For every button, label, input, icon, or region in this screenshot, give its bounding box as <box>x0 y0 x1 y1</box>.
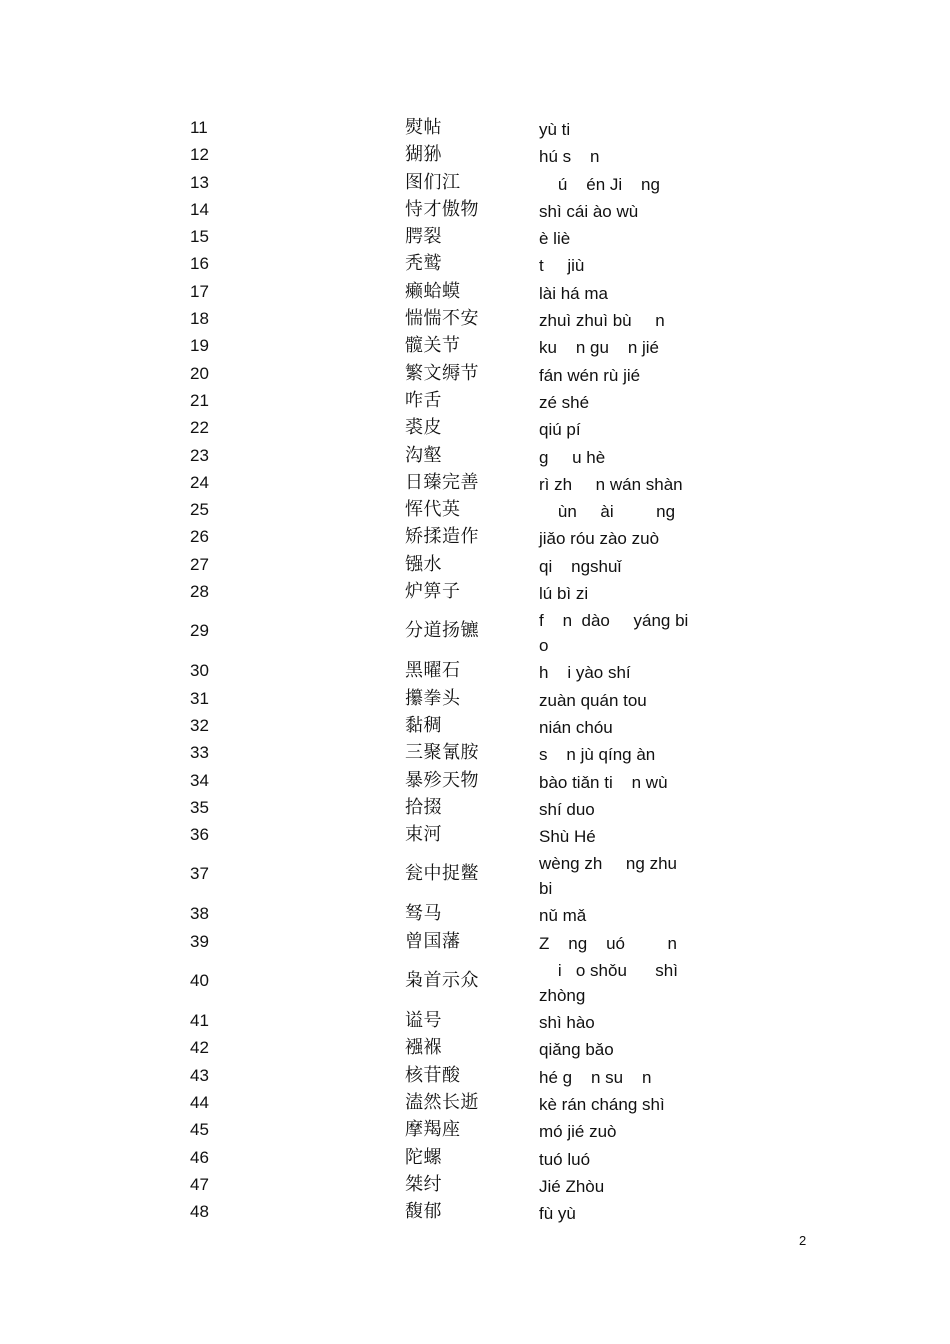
chinese-word: 惴惴不安 <box>405 308 479 330</box>
chinese-word: 枭首示众 <box>405 970 479 992</box>
pinyin-text: è liè <box>539 229 571 249</box>
vocab-row <box>0 360 950 387</box>
chinese-word: 镪水 <box>405 553 442 575</box>
vocab-row <box>0 928 950 955</box>
chinese-word: 瓮中捉鳖 <box>405 863 479 885</box>
row-number: 48 <box>190 1202 209 1222</box>
vocab-row <box>0 551 950 578</box>
row-number: 11 <box>190 118 208 137</box>
vocabulary-list <box>0 114 950 1225</box>
chinese-word: 沟壑 <box>405 444 442 466</box>
vocab-row <box>0 414 950 441</box>
row-number: 43 <box>190 1065 209 1085</box>
pinyin-text: zhuì zhuì bù n <box>539 311 665 331</box>
row-number: 44 <box>190 1092 209 1112</box>
vocab-row <box>0 223 950 250</box>
vocab-row <box>0 955 950 1007</box>
chinese-word: 日臻完善 <box>405 471 479 493</box>
row-number: 18 <box>190 309 209 329</box>
row-number: 23 <box>190 445 209 465</box>
pinyin-text: tuó luó <box>539 1149 591 1169</box>
row-number: 40 <box>190 971 209 991</box>
row-number: 45 <box>190 1120 209 1140</box>
row-number: 38 <box>190 904 209 924</box>
row-number: 46 <box>190 1147 209 1167</box>
vocab-row <box>0 496 950 523</box>
row-number: 16 <box>190 254 209 274</box>
row-number: 22 <box>190 418 209 438</box>
chinese-word: 矫揉造作 <box>405 526 479 548</box>
row-number: 47 <box>190 1174 209 1194</box>
chinese-word: 三聚氰胺 <box>405 742 479 764</box>
chinese-word: 谥号 <box>405 1010 442 1032</box>
chinese-word: 溘然长逝 <box>405 1091 479 1113</box>
vocab-row <box>0 196 950 223</box>
row-number: 33 <box>190 743 209 763</box>
chinese-word: 陀螺 <box>405 1146 442 1168</box>
vocab-row <box>0 332 950 359</box>
pinyin-text: ku n gu n jié <box>539 338 660 358</box>
vocab-row <box>0 657 950 684</box>
vocab-row <box>0 305 950 332</box>
vocab-row <box>0 767 950 794</box>
chinese-word: 腭裂 <box>405 226 442 248</box>
chinese-word: 咋舌 <box>405 389 442 411</box>
row-number: 13 <box>190 172 209 192</box>
pinyin-text: zuàn quán tou <box>539 690 647 710</box>
row-number: 12 <box>190 145 209 165</box>
row-number: 30 <box>190 661 209 681</box>
pinyin-text: fù yù <box>539 1204 576 1224</box>
pinyin-text: qi ngshuǐ <box>539 556 622 576</box>
row-number: 42 <box>190 1038 209 1058</box>
row-number: 24 <box>190 472 209 492</box>
chinese-word: 髋关节 <box>405 335 461 357</box>
pinyin-text: jiǎo róu zào zuò <box>539 529 660 549</box>
row-number: 15 <box>190 227 209 247</box>
row-number: 17 <box>190 281 209 301</box>
vocab-row <box>0 469 950 496</box>
vocab-row <box>0 900 950 927</box>
chinese-word: 攥拳头 <box>405 687 461 709</box>
pinyin-text: i o shǒu shì zhòng <box>539 961 683 1006</box>
pinyin-text: bào tiǎn ti n wù <box>539 772 668 792</box>
pinyin-text: qiǎng bǎo <box>539 1040 614 1060</box>
row-number: 29 <box>190 621 209 641</box>
pinyin-text: g u hè <box>539 447 606 467</box>
pinyin-text: yù ti <box>539 120 571 139</box>
pinyin-text: nián chóu <box>539 717 613 737</box>
row-number: 14 <box>190 199 209 219</box>
pinyin-text: kè rán cháng shì <box>539 1094 665 1114</box>
chinese-word: 炉箅子 <box>405 581 461 603</box>
chinese-word: 摩羯座 <box>405 1119 461 1141</box>
pinyin-text: lú bì zi <box>539 584 589 604</box>
vocab-row <box>0 848 950 900</box>
pinyin-text: Jié Zhòu <box>539 1176 605 1196</box>
pinyin-text: ùn ài ng <box>539 502 676 522</box>
vocab-row <box>0 169 950 196</box>
row-number: 25 <box>190 500 209 520</box>
chinese-word: 分道扬镳 <box>405 620 479 642</box>
pinyin-text: s n jù qíng àn <box>539 745 656 765</box>
chinese-word: 秃鹫 <box>405 253 442 275</box>
vocab-row <box>0 821 950 848</box>
chinese-word: 恃才傲物 <box>405 198 479 220</box>
chinese-word: 癞蛤蟆 <box>405 280 461 302</box>
row-number: 39 <box>190 931 209 951</box>
vocab-row <box>0 1089 950 1116</box>
chinese-word: 驽马 <box>405 903 442 925</box>
chinese-word: 恽代英 <box>405 499 461 521</box>
pinyin-text: lài há ma <box>539 283 608 303</box>
row-number: 41 <box>190 1011 209 1031</box>
chinese-word: 裘皮 <box>405 417 442 439</box>
row-number: 36 <box>190 825 209 845</box>
row-number: 35 <box>190 797 209 817</box>
row-number: 31 <box>190 688 209 708</box>
chinese-word: 黑曜石 <box>405 660 461 682</box>
pinyin-text: shì hào <box>539 1013 595 1033</box>
chinese-word: 襁褓 <box>405 1037 442 1059</box>
vocab-row <box>0 523 950 550</box>
vocab-row <box>0 1198 950 1225</box>
chinese-word: 馥郁 <box>405 1201 442 1223</box>
pinyin-text: zé shé <box>539 392 590 412</box>
vocab-row <box>0 1062 950 1089</box>
pinyin-text: ú én Ji ng <box>539 174 660 194</box>
pinyin-text: h i yào shí <box>539 663 631 683</box>
pinyin-text: t jiù <box>539 256 585 276</box>
chinese-word: 拾掇 <box>405 796 442 818</box>
pinyin-text: shí duo <box>539 799 595 819</box>
vocab-row <box>0 1007 950 1034</box>
vocab-row <box>0 141 950 168</box>
chinese-word: 图们江 <box>405 171 461 193</box>
pinyin-text: hé g n su n <box>539 1067 652 1087</box>
row-number: 37 <box>190 864 209 884</box>
vocab-row <box>0 739 950 766</box>
pinyin-text: shì cái ào wù <box>539 201 639 221</box>
pinyin-text: mó jié zuò <box>539 1122 617 1142</box>
vocab-row <box>0 442 950 469</box>
pinyin-text: nǔ mǎ <box>539 906 587 926</box>
vocab-row <box>0 114 950 141</box>
chinese-word: 熨帖 <box>405 117 442 138</box>
vocab-row <box>0 685 950 712</box>
row-number: 20 <box>190 363 209 383</box>
vocab-row <box>0 605 950 657</box>
page-number: 2 <box>799 1233 807 1248</box>
row-number: 21 <box>190 390 209 410</box>
pinyin-text: Z ng uó n <box>539 933 677 953</box>
chinese-word: 束河 <box>405 824 442 846</box>
vocab-row <box>0 578 950 605</box>
row-number: 32 <box>190 715 209 735</box>
vocab-row <box>0 1171 950 1198</box>
chinese-word: 核苷酸 <box>405 1064 461 1086</box>
vocab-row <box>0 387 950 414</box>
pinyin-text: Shù Hé <box>539 827 596 847</box>
vocab-row <box>0 1034 950 1061</box>
chinese-word: 暴殄天物 <box>405 769 479 791</box>
pinyin-text: qiú pí <box>539 420 581 440</box>
chinese-word: 猢狲 <box>405 144 442 166</box>
pinyin-text: rì zh n wán shàn <box>539 474 683 494</box>
chinese-word: 桀纣 <box>405 1173 442 1195</box>
row-number: 27 <box>190 554 209 574</box>
chinese-word: 繁文缛节 <box>405 362 479 384</box>
vocab-row <box>0 250 950 277</box>
vocab-row <box>0 278 950 305</box>
pinyin-text: hú s n <box>539 147 600 167</box>
vocab-row <box>0 1144 950 1171</box>
chinese-word: 曾国藩 <box>405 930 461 952</box>
pinyin-text: f n dào yáng bi o <box>539 611 708 656</box>
pinyin-text: wèng zh ng zhu bi <box>539 854 682 899</box>
row-number: 34 <box>190 770 209 790</box>
vocab-row <box>0 1116 950 1143</box>
chinese-word: 黏稠 <box>405 714 442 736</box>
row-number: 28 <box>190 582 209 602</box>
vocab-row <box>0 794 950 821</box>
row-number: 19 <box>190 336 209 356</box>
row-number: 26 <box>190 527 209 547</box>
pinyin-text: fán wén rù jié <box>539 365 641 385</box>
vocab-row <box>0 712 950 739</box>
